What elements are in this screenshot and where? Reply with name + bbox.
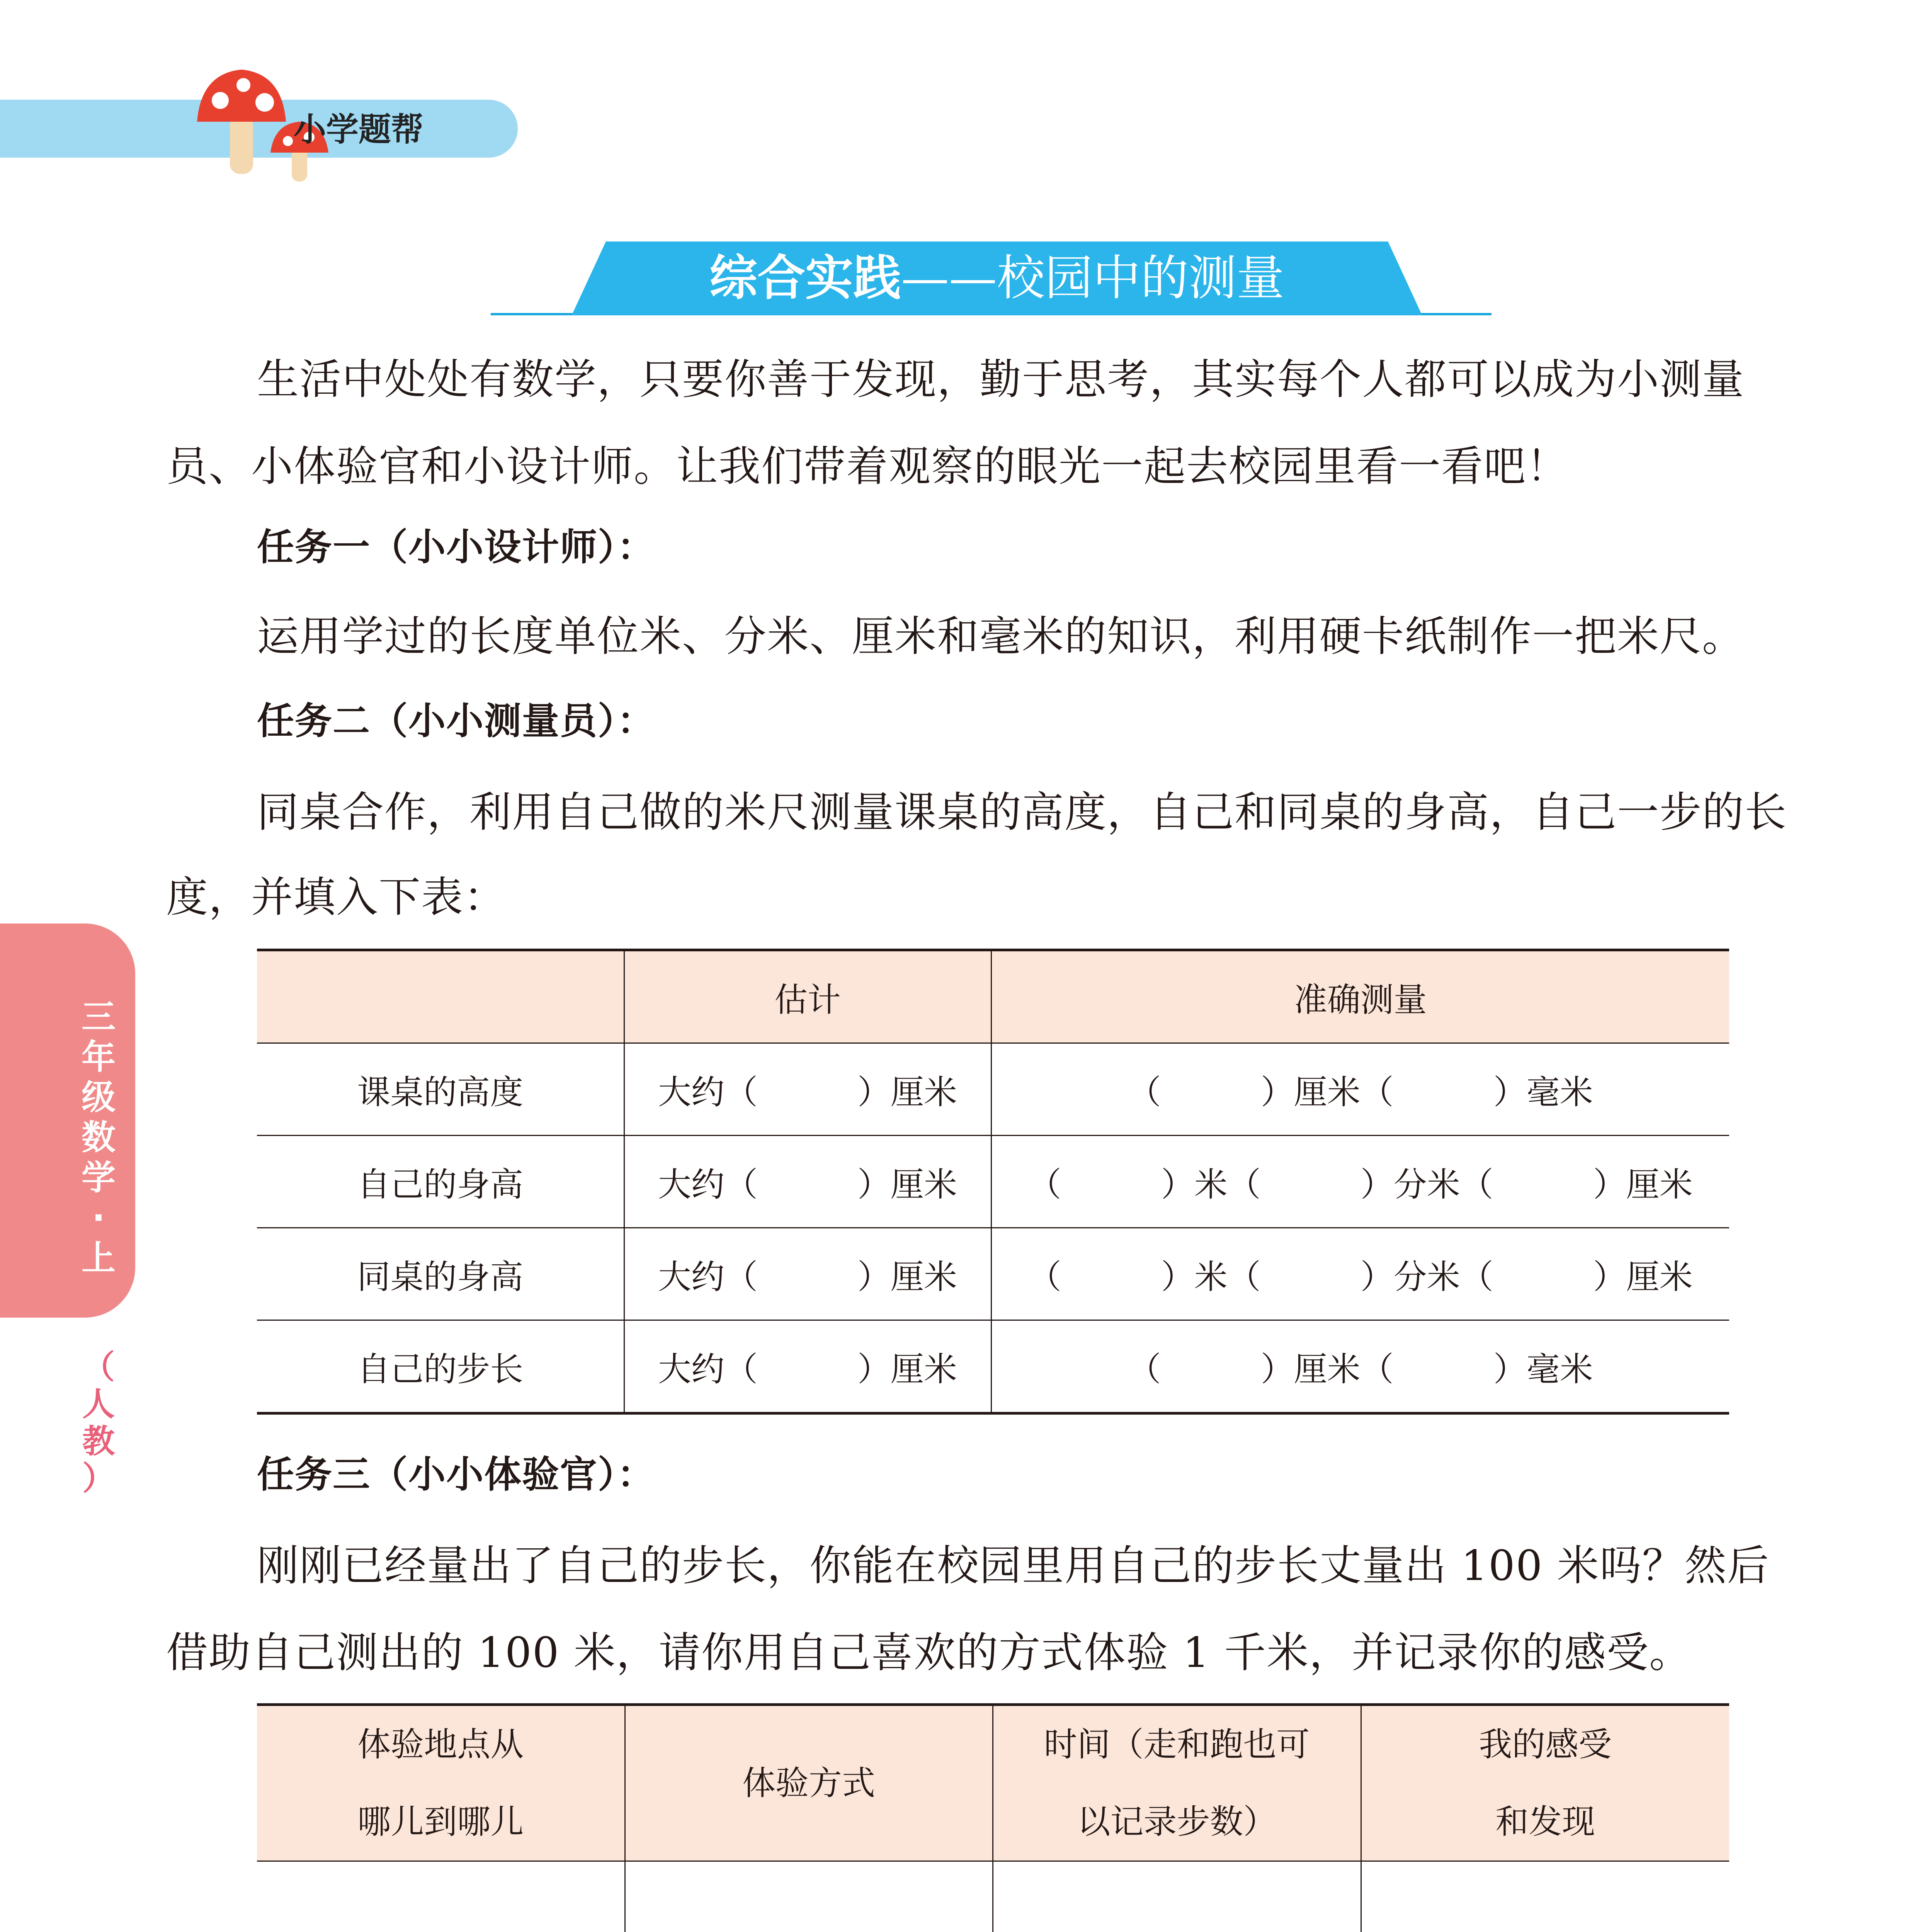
side-grade-label xyxy=(79,997,118,1278)
estimate-cell[interactable]: 大约（ ）厘米 xyxy=(624,1320,991,1413)
side-grade-char: · xyxy=(92,1198,105,1238)
header-cell-feeling: 我的感受 和发现 xyxy=(1361,1705,1729,1861)
header-cell-empty xyxy=(257,950,624,1043)
table-row xyxy=(257,1861,1729,1932)
intro-line-1: 生活中处处有数学，只要你善于发现，勤于思考，其实每个人都可以成为小测量 xyxy=(257,355,1745,404)
measure-cell[interactable]: （ ）厘米（ ）毫米 xyxy=(991,1320,1729,1413)
header-cell-time: 时间（走和跑也可 以记录步数） xyxy=(993,1705,1361,1861)
task2-heading: 任务二（小小测量员）： xyxy=(257,699,655,743)
row-label: 自己的步长 xyxy=(257,1320,624,1413)
header-cell-location: 体验地点从 哪儿到哪儿 xyxy=(257,1705,625,1861)
intro-line-2: 员、小体验官和小设计师。让我们带着观察的眼光一起去校园里看一看吧！ xyxy=(166,442,1569,491)
estimate-cell[interactable]: 大约（ ）厘米 xyxy=(624,1228,991,1320)
task2-line-2: 度，并填入下表： xyxy=(166,873,507,922)
brand-label: 小学题帮 xyxy=(294,111,424,148)
estimate-cell[interactable]: 大约（ ）厘米 xyxy=(624,1136,991,1228)
side-grade-char: 三 xyxy=(81,997,116,1037)
row-label: 自己的身高 xyxy=(257,1136,624,1228)
side-edition-char: （ xyxy=(82,1348,115,1386)
blank-cell[interactable] xyxy=(1361,1861,1729,1932)
table-row xyxy=(257,1320,1729,1413)
header-cell-measure: 准确测量 xyxy=(991,950,1729,1043)
table-row xyxy=(257,1136,1729,1228)
blank-cell[interactable] xyxy=(625,1861,993,1932)
task3-line-1: 刚刚已经量出了自己的步长，你能在校园里用自己的步长丈量出 100 米吗？然后 xyxy=(257,1542,1770,1590)
side-edition-char: 人 xyxy=(82,1385,115,1423)
side-grade-char: 数 xyxy=(81,1117,116,1157)
task1-heading: 任务一（小小设计师）： xyxy=(257,526,655,569)
blank-cell[interactable] xyxy=(993,1861,1361,1932)
measure-cell[interactable]: （ ）米（ ）分米（ ）厘米 xyxy=(991,1228,1729,1320)
task2-line-1: 同桌合作，利用自己做的米尺测量课桌的高度，自己和同桌的身高，自己一步的长 xyxy=(257,788,1787,837)
side-edition-char: ） xyxy=(82,1459,115,1497)
table-row xyxy=(257,1228,1729,1320)
table-header-row xyxy=(257,950,1729,1043)
task1-text: 运用学过的长度单位米、分米、厘米和毫米的知识，利用硬卡纸制作一把米尺。 xyxy=(257,612,1745,661)
measurement-table xyxy=(257,949,1729,1415)
side-edition-label xyxy=(79,1349,118,1497)
experience-table xyxy=(257,1703,1729,1932)
table-row xyxy=(257,1043,1729,1136)
measure-cell[interactable]: （ ）米（ ）分米（ ）厘米 xyxy=(991,1136,1729,1228)
side-grade-char: 上 xyxy=(81,1238,116,1278)
row-label: 同桌的身高 xyxy=(257,1228,624,1320)
task3-heading: 任务三（小小体验官）： xyxy=(257,1453,655,1496)
title-rest: 校园中的测量 xyxy=(997,250,1285,306)
title-dash: —— xyxy=(901,250,997,306)
page-title xyxy=(572,247,1422,309)
row-label: 课桌的高度 xyxy=(257,1043,624,1136)
side-edition-char: 教 xyxy=(82,1422,115,1460)
measure-cell[interactable]: （ ）厘米（ ）毫米 xyxy=(991,1043,1729,1136)
side-grade-char: 学 xyxy=(81,1158,116,1197)
table-header-row xyxy=(257,1705,1729,1861)
header-cell-method: 体验方式 xyxy=(625,1705,993,1861)
estimate-cell[interactable]: 大约（ ）厘米 xyxy=(624,1043,991,1136)
blank-cell[interactable] xyxy=(257,1861,625,1932)
task3-line-2: 借助自己测出的 100 米，请你用自己喜欢的方式体验 1 千米，并记录你的感受。 xyxy=(166,1629,1692,1677)
header-cell-estimate: 估计 xyxy=(624,950,991,1043)
side-grade-char: 年 xyxy=(81,1037,116,1077)
side-grade-char: 级 xyxy=(81,1077,116,1117)
title-bold: 综合实践 xyxy=(709,250,901,306)
